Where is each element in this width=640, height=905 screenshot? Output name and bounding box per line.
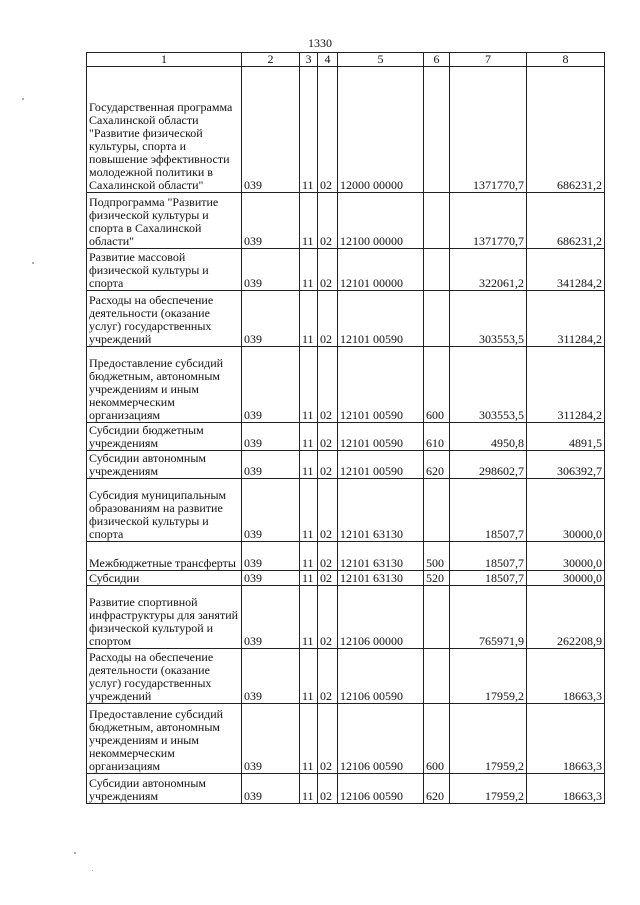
row-expense-type (424, 67, 450, 193)
table-row (87, 451, 605, 479)
row-name: Субсидии бюджетным учреждениям (87, 423, 242, 451)
row-amount-2: 311284,2 (527, 291, 605, 347)
row-subsection: 02 (318, 193, 338, 249)
row-amount-2: 262208,9 (527, 586, 605, 649)
row-target-article: 12000 00000 (338, 67, 424, 193)
row-expense-type (424, 291, 450, 347)
row-target-article: 12101 00590 (338, 347, 424, 423)
row-subsection: 02 (318, 249, 338, 291)
row-code: 039 (242, 193, 300, 249)
row-amount-1: 322061,2 (450, 249, 527, 291)
row-amount-1: 765971,9 (450, 586, 527, 649)
row-subsection: 02 (318, 649, 338, 704)
scan-speck (92, 870, 93, 871)
row-target-article: 12106 00590 (338, 704, 424, 774)
row-section: 11 (300, 423, 318, 451)
row-expense-type: 600 (424, 704, 450, 774)
row-code: 039 (242, 649, 300, 704)
row-subsection: 02 (318, 347, 338, 423)
row-amount-2: 18663,3 (527, 774, 605, 804)
table-row (87, 291, 605, 347)
row-section: 11 (300, 704, 318, 774)
row-section: 11 (300, 193, 318, 249)
row-expense-type: 520 (424, 571, 450, 586)
row-expense-type (424, 586, 450, 649)
table-row (87, 649, 605, 704)
table-row (87, 571, 605, 586)
scan-speck (74, 852, 76, 854)
row-target-article: 12106 00590 (338, 649, 424, 704)
row-subsection: 02 (318, 586, 338, 649)
column-header: 1 (87, 53, 242, 67)
row-amount-1: 17959,2 (450, 649, 527, 704)
row-section: 11 (300, 291, 318, 347)
table-row (87, 347, 605, 423)
row-target-article: 12101 00590 (338, 423, 424, 451)
table-row (87, 704, 605, 774)
row-amount-2: 18663,3 (527, 649, 605, 704)
header-row (87, 53, 605, 67)
row-amount-1: 4950,8 (450, 423, 527, 451)
row-expense-type (424, 649, 450, 704)
row-target-article: 12101 00590 (338, 451, 424, 479)
table-row (87, 586, 605, 649)
row-name: Субсидии (87, 571, 242, 586)
row-code: 039 (242, 586, 300, 649)
row-amount-2: 30000,0 (527, 542, 605, 571)
row-subsection: 02 (318, 423, 338, 451)
row-subsection: 02 (318, 479, 338, 542)
row-name: Субсидии автономным учреждениям (87, 774, 242, 804)
row-target-article: 12106 00590 (338, 774, 424, 804)
row-amount-2: 686231,2 (527, 193, 605, 249)
column-header: 5 (338, 53, 424, 67)
row-name: Подпрограмма "Развитие физической культуры и спорта в Сахалинской области" (87, 193, 242, 249)
row-name: Предоставление субсидий бюджетным, автономным учреждениям и иным некоммерческим организациям (87, 347, 242, 423)
row-section: 11 (300, 479, 318, 542)
row-code: 039 (242, 67, 300, 193)
column-header: 3 (300, 53, 318, 67)
column-header: 4 (318, 53, 338, 67)
row-subsection: 02 (318, 571, 338, 586)
row-target-article: 12101 63130 (338, 571, 424, 586)
row-name: Расходы на обеспечение деятельности (оказание услуг) государственных учреждений (87, 291, 242, 347)
row-amount-1: 17959,2 (450, 774, 527, 804)
budget-table (86, 52, 605, 804)
row-amount-2: 30000,0 (527, 479, 605, 542)
row-amount-2: 4891,5 (527, 423, 605, 451)
table-row (87, 249, 605, 291)
row-name: Субсидии автономным учреждениям (87, 451, 242, 479)
row-amount-2: 686231,2 (527, 67, 605, 193)
scan-speck (32, 262, 34, 264)
column-header: 8 (527, 53, 605, 67)
row-expense-type (424, 249, 450, 291)
row-subsection: 02 (318, 451, 338, 479)
row-subsection: 02 (318, 542, 338, 571)
row-name: Развитие спортивной инфраструктуры для занятий физической культурой и спортом (87, 586, 242, 649)
table-row (87, 67, 605, 193)
row-target-article: 12101 63130 (338, 542, 424, 571)
row-code: 039 (242, 249, 300, 291)
row-amount-1: 298602,7 (450, 451, 527, 479)
row-target-article: 12101 00590 (338, 291, 424, 347)
row-section: 11 (300, 67, 318, 193)
row-name: Предоставление субсидий бюджетным, автономным учреждениям и иным некоммерческим организациям (87, 704, 242, 774)
row-amount-1: 18507,7 (450, 571, 527, 586)
row-name: Межбюджетные трансферты (87, 542, 242, 571)
row-expense-type: 620 (424, 774, 450, 804)
row-expense-type: 620 (424, 451, 450, 479)
row-subsection: 02 (318, 291, 338, 347)
row-amount-1: 1371770,7 (450, 193, 527, 249)
row-amount-2: 30000,0 (527, 571, 605, 586)
row-amount-1: 1371770,7 (450, 67, 527, 193)
row-amount-2: 311284,2 (527, 347, 605, 423)
row-code: 039 (242, 704, 300, 774)
row-subsection: 02 (318, 774, 338, 804)
row-amount-2: 341284,2 (527, 249, 605, 291)
row-code: 039 (242, 347, 300, 423)
row-target-article: 12106 00000 (338, 586, 424, 649)
row-code: 039 (242, 774, 300, 804)
row-target-article: 12101 63130 (338, 479, 424, 542)
row-section: 11 (300, 542, 318, 571)
row-expense-type (424, 193, 450, 249)
row-subsection: 02 (318, 704, 338, 774)
row-target-article: 12101 00000 (338, 249, 424, 291)
row-name: Расходы на обеспечение деятельности (оказание услуг) государственных учреждений (87, 649, 242, 704)
row-name: Субсидия муниципальным образованиям на развитие физической культуры и спорта (87, 479, 242, 542)
row-code: 039 (242, 571, 300, 586)
table-row (87, 774, 605, 804)
column-header: 7 (450, 53, 527, 67)
column-header: 6 (424, 53, 450, 67)
row-code: 039 (242, 479, 300, 542)
row-target-article: 12100 00000 (338, 193, 424, 249)
row-section: 11 (300, 649, 318, 704)
row-code: 039 (242, 542, 300, 571)
row-amount-1: 303553,5 (450, 291, 527, 347)
row-section: 11 (300, 451, 318, 479)
row-amount-1: 18507,7 (450, 479, 527, 542)
page-number: 1330 (308, 36, 332, 50)
row-subsection: 02 (318, 67, 338, 193)
row-section: 11 (300, 249, 318, 291)
row-code: 039 (242, 291, 300, 347)
row-section: 11 (300, 571, 318, 586)
row-amount-1: 303553,5 (450, 347, 527, 423)
row-expense-type: 610 (424, 423, 450, 451)
row-amount-1: 18507,7 (450, 542, 527, 571)
row-amount-2: 18663,3 (527, 704, 605, 774)
column-header: 2 (242, 53, 300, 67)
row-amount-2: 306392,7 (527, 451, 605, 479)
row-amount-1: 17959,2 (450, 704, 527, 774)
row-section: 11 (300, 347, 318, 423)
table-row (87, 479, 605, 542)
row-name: Государственная программа Сахалинской области "Развитие физической культуры, спорта и повышение эффективности молодежной политики в Сахалинской области" (87, 67, 242, 193)
row-code: 039 (242, 423, 300, 451)
scan-speck (22, 98, 24, 100)
table-row (87, 542, 605, 571)
table-row (87, 193, 605, 249)
row-name: Развитие массовой физической культуры и спорта (87, 249, 242, 291)
row-expense-type (424, 479, 450, 542)
row-section: 11 (300, 586, 318, 649)
table-body (87, 67, 605, 804)
row-code: 039 (242, 451, 300, 479)
row-expense-type: 600 (424, 347, 450, 423)
row-expense-type: 500 (424, 542, 450, 571)
table-row (87, 423, 605, 451)
row-section: 11 (300, 774, 318, 804)
